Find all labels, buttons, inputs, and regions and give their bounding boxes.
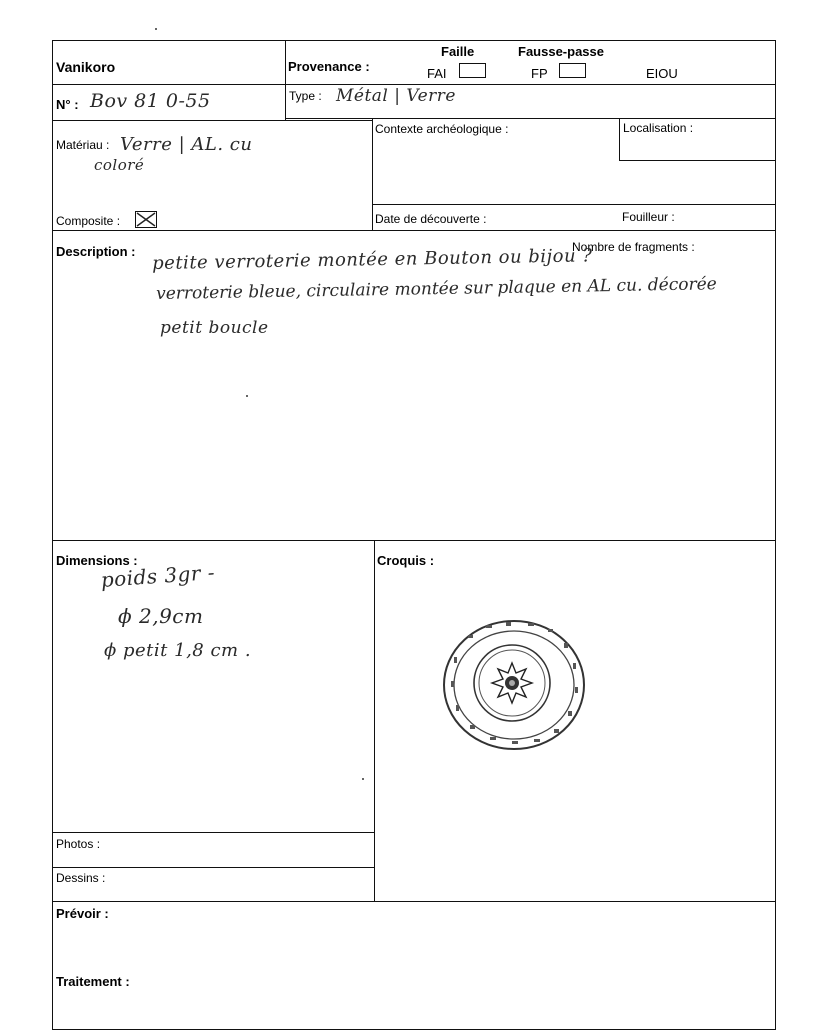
scan-speck (362, 778, 364, 780)
fausse-passe-label: Fausse-passe (518, 44, 604, 59)
fai-label: FAI (427, 66, 447, 81)
prevoir-label: Prévoir : (56, 906, 109, 921)
photos-label: Photos : (56, 837, 101, 851)
object-sketch (440, 615, 590, 755)
fp-checkbox[interactable] (559, 63, 586, 78)
fp-label: FP (531, 66, 548, 81)
rule-number-bottom (52, 120, 372, 121)
scan-speck (246, 395, 248, 397)
rule-type-bottom (286, 118, 776, 119)
number-label: N° : (56, 97, 79, 112)
dimensions-line-1[interactable]: poids 3gr - (100, 560, 216, 592)
materiau-value-line2[interactable]: coloré (94, 156, 145, 174)
type-value[interactable]: Métal | Verre (336, 86, 456, 106)
rule-context-left (372, 118, 373, 230)
materiau-label: Matériau : (56, 138, 110, 152)
fragments-label: Nombre de fragments : (572, 240, 695, 254)
check-cross-icon (136, 212, 156, 227)
type-label: Type : (289, 89, 322, 103)
faille-label: Faille (441, 44, 475, 59)
materiau-value[interactable]: Verre | AL. cu (120, 134, 253, 155)
fouilleur-label: Fouilleur : (622, 210, 675, 224)
rule-context-bottom (372, 204, 776, 205)
croquis-label: Croquis : (377, 553, 435, 568)
provenance-label: Provenance : (288, 59, 370, 74)
description-label: Description : (56, 244, 136, 259)
scan-speck (155, 28, 157, 30)
description-line-3[interactable]: petit boucle (160, 318, 269, 338)
date-label: Date de découverte : (375, 212, 487, 226)
rule-provenance-left (285, 40, 286, 120)
composite-checkbox[interactable] (135, 211, 157, 228)
dimensions-line-2[interactable]: ϕ 2,9cm (118, 604, 204, 628)
composite-label: Composite : (56, 214, 121, 228)
localisation-label: Localisation : (623, 121, 694, 135)
description-line-1[interactable]: petite verroterie montée en Bouton ou bijou ? (152, 245, 593, 274)
eiou-label: EIOU (646, 66, 678, 81)
fai-checkbox[interactable] (459, 63, 486, 78)
rule-header-bottom (52, 84, 776, 85)
rule-localisation-bottom (619, 160, 776, 161)
contexte-label: Contexte archéologique : (375, 122, 509, 136)
rule-prevoir-top (52, 901, 776, 902)
description-line-2[interactable]: verroterie bleue, circulaire montée sur plaque en AL cu. décorée (156, 274, 717, 304)
form-frame (52, 40, 776, 1030)
rule-description-bottom (52, 540, 776, 541)
dimensions-label: Dimensions : (56, 553, 138, 568)
traitement-label: Traitement : (56, 974, 130, 989)
dessins-label: Dessins : (56, 871, 106, 885)
rule-info-bottom (52, 230, 776, 231)
number-value[interactable]: Bov 81 0-55 (90, 90, 211, 112)
site-name: Vanikoro (56, 59, 116, 75)
dimensions-line-3[interactable]: ϕ petit 1,8 cm . (104, 640, 252, 661)
rule-localisation-left (619, 118, 620, 161)
rule-dessins-top (52, 867, 374, 868)
rule-croquis-left (374, 540, 375, 901)
rule-photos-top (52, 832, 374, 833)
